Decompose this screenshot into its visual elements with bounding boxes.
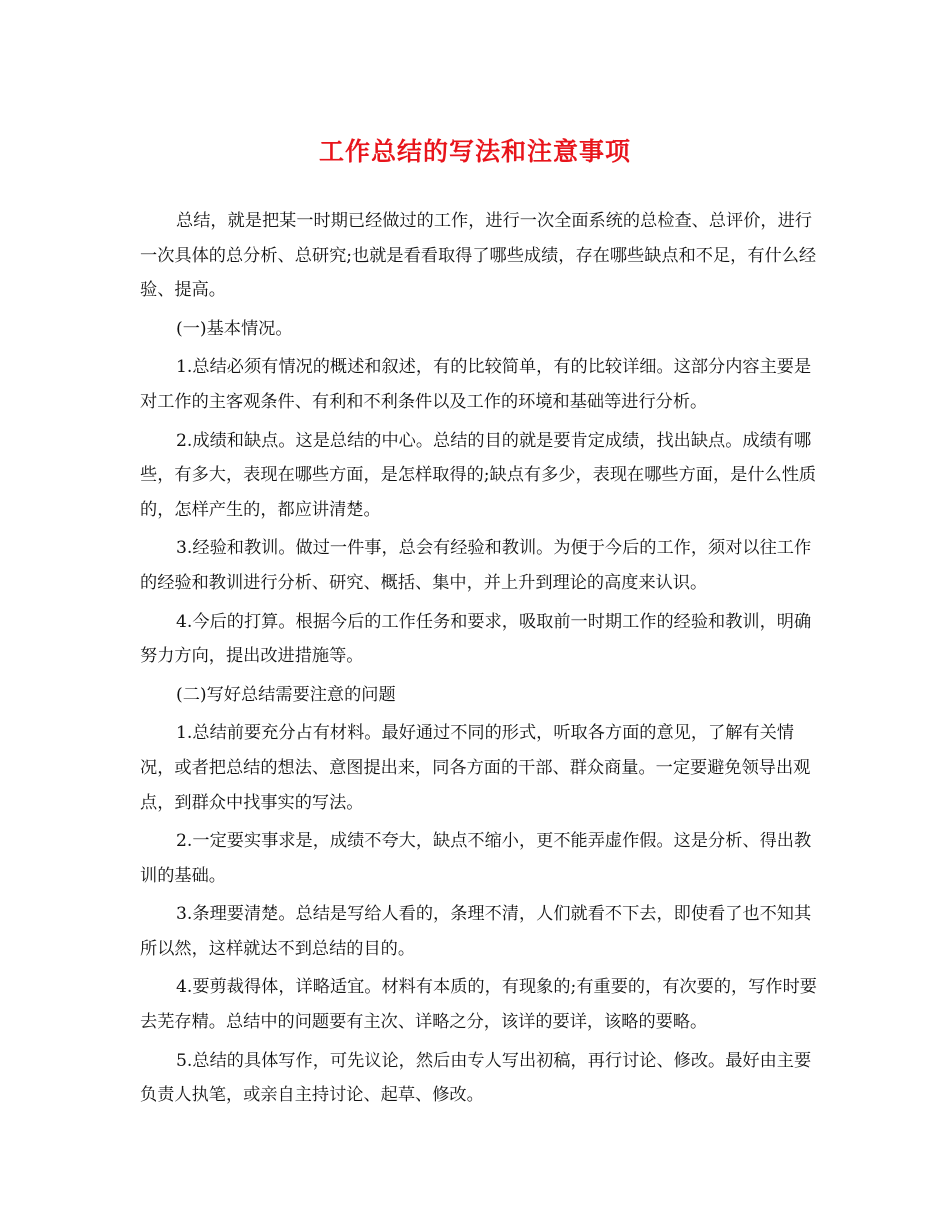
paragraph-notes-4: 4.要剪裁得体，详略适宜。材料有本质的，有现象的;有重要的，有次要的，写作时要去芜存精。总结中的问题要有主次、详略之分，该详的要详，该略的要略。 [140, 977, 817, 1033]
section-heading-basic-situation: (一)基本情况。 [176, 318, 293, 339]
paragraph-notes-1: 1.总结前要充分占有材料。最好通过不同的形式，听取各方面的意见，了解有关情况，或者把总结的想法、意图提出来，同各方面的干部、群众商量。一定要避免领导出观点，到群众中找事实的写法。 [140, 723, 811, 813]
paragraph-basic-2: 2.成绩和缺点。这是总结的中心。总结的目的就是要肯定成绩，找出缺点。成绩有哪些，有多大，表现在哪些方面，是怎样取得的;缺点有多少，表现在哪些方面，是什么性质的，怎样产生的，都应讲清楚。 [140, 430, 817, 520]
paragraph-intro: 总结，就是把某一时期已经做过的工作，进行一次全面系统的总检查、总评价，进行一次具体的总分析、总研究;也就是看看取得了哪些成绩，存在哪些缺点和不足，有什么经验、提高。 [140, 211, 817, 301]
paragraph-basic-1: 1.总结必须有情况的概述和叙述，有的比较简单，有的比较详细。这部分内容主要是对工作的主客观条件、有利和不利条件以及工作的环境和基础等进行分析。 [140, 357, 812, 412]
paragraph-notes-3: 3.条理要清楚。总结是写给人看的，条理不清，人们就看不下去，即使看了也不知其所以然，这样就达不到总结的目的。 [140, 904, 812, 959]
section-heading-notes: (二)写好总结需要注意的问题 [176, 684, 396, 705]
paragraph-notes-2: 2.一定要实事求是，成绩不夸大，缺点不缩小，更不能弄虚作假。这是分析、得出教训的基础。 [140, 831, 812, 886]
paragraph-notes-5: 5.总结的具体写作，可先议论，然后由专人写出初稿，再行讨论、修改。最好由主要负责人执笔，或亲自主持讨论、起草、修改。 [140, 1050, 812, 1106]
document-title: 工作总结的写法和注意事项 [318, 137, 631, 166]
paragraph-basic-3: 3.经验和教训。做过一件事，总会有经验和教训。为便于今后的工作，须对以往工作的经验和教训进行分析、研究、概括、集中，并上升到理论的高度来认识。 [140, 538, 812, 593]
paragraph-basic-4: 4.今后的打算。根据今后的工作任务和要求，吸取前一时期工作的经验和教训，明确努力方向，提出改进措施等。 [140, 611, 812, 667]
document-body [140, 204, 820, 1117]
